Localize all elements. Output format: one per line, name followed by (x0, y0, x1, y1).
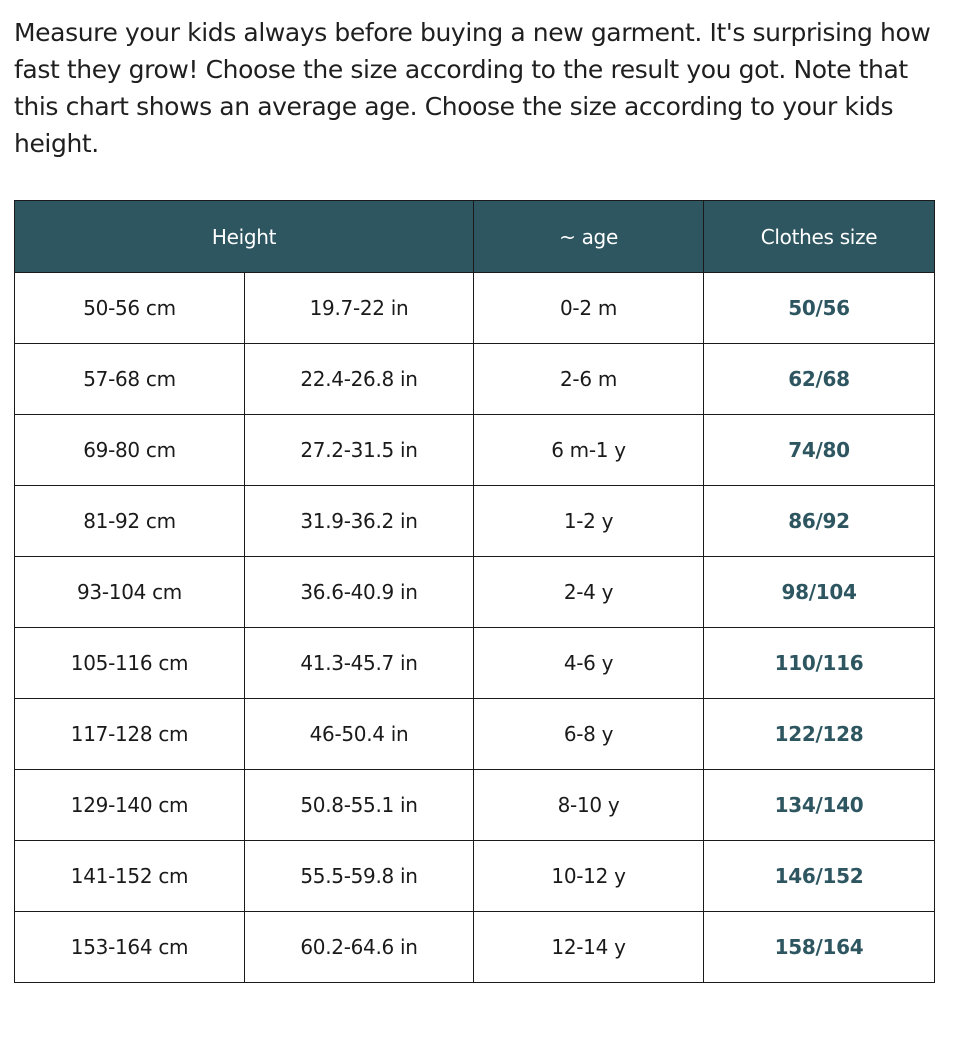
table-row (15, 273, 935, 344)
table-body (15, 273, 935, 983)
height-cm-cell: 69-80 cm (15, 415, 245, 486)
height-cm-cell: 93-104 cm (15, 557, 245, 628)
clothes-size-cell: 146/152 (704, 841, 935, 912)
header-clothes-size: Clothes size (704, 201, 935, 273)
height-in-cell: 36.6-40.9 in (245, 557, 474, 628)
height-cm-cell: 50-56 cm (15, 273, 245, 344)
clothes-size-cell: 74/80 (704, 415, 935, 486)
age-cell: 8-10 y (474, 770, 704, 841)
clothes-size-cell: 50/56 (704, 273, 935, 344)
header-age: ~ age (474, 201, 704, 273)
age-cell: 0-2 m (474, 273, 704, 344)
table-row (15, 557, 935, 628)
height-cm-cell: 105-116 cm (15, 628, 245, 699)
table-row (15, 699, 935, 770)
height-in-cell: 50.8-55.1 in (245, 770, 474, 841)
table-row (15, 415, 935, 486)
table-header-row (15, 201, 935, 273)
header-height: Height (15, 201, 474, 273)
table-row (15, 770, 935, 841)
height-in-cell: 27.2-31.5 in (245, 415, 474, 486)
clothes-size-cell: 98/104 (704, 557, 935, 628)
height-cm-cell: 129-140 cm (15, 770, 245, 841)
age-cell: 12-14 y (474, 912, 704, 983)
age-cell: 6 m-1 y (474, 415, 704, 486)
clothes-size-cell: 62/68 (704, 344, 935, 415)
age-cell: 4-6 y (474, 628, 704, 699)
height-cm-cell: 141-152 cm (15, 841, 245, 912)
height-cm-cell: 117-128 cm (15, 699, 245, 770)
height-in-cell: 19.7-22 in (245, 273, 474, 344)
age-cell: 2-6 m (474, 344, 704, 415)
height-in-cell: 46-50.4 in (245, 699, 474, 770)
height-in-cell: 60.2-64.6 in (245, 912, 474, 983)
clothes-size-cell: 134/140 (704, 770, 935, 841)
table-row (15, 912, 935, 983)
height-in-cell: 41.3-45.7 in (245, 628, 474, 699)
table-row (15, 486, 935, 557)
clothes-size-cell: 122/128 (704, 699, 935, 770)
height-in-cell: 55.5-59.8 in (245, 841, 474, 912)
table-row (15, 628, 935, 699)
intro-paragraph: Measure your kids always before buying a new garment. It's surprising how fast they grow! Choose the size according to the result you got. Note that this chart shows an average age. Choose the size according to your kids height. (14, 18, 931, 158)
height-cm-cell: 81-92 cm (15, 486, 245, 557)
clothes-size-cell: 86/92 (704, 486, 935, 557)
table-row (15, 841, 935, 912)
age-cell: 10-12 y (474, 841, 704, 912)
clothes-size-cell: 158/164 (704, 912, 935, 983)
age-cell: 1-2 y (474, 486, 704, 557)
table-row (15, 344, 935, 415)
height-in-cell: 22.4-26.8 in (245, 344, 474, 415)
height-cm-cell: 57-68 cm (15, 344, 245, 415)
clothes-size-cell: 110/116 (704, 628, 935, 699)
height-in-cell: 31.9-36.2 in (245, 486, 474, 557)
age-cell: 6-8 y (474, 699, 704, 770)
height-cm-cell: 153-164 cm (15, 912, 245, 983)
age-cell: 2-4 y (474, 557, 704, 628)
size-chart-table (14, 200, 935, 983)
